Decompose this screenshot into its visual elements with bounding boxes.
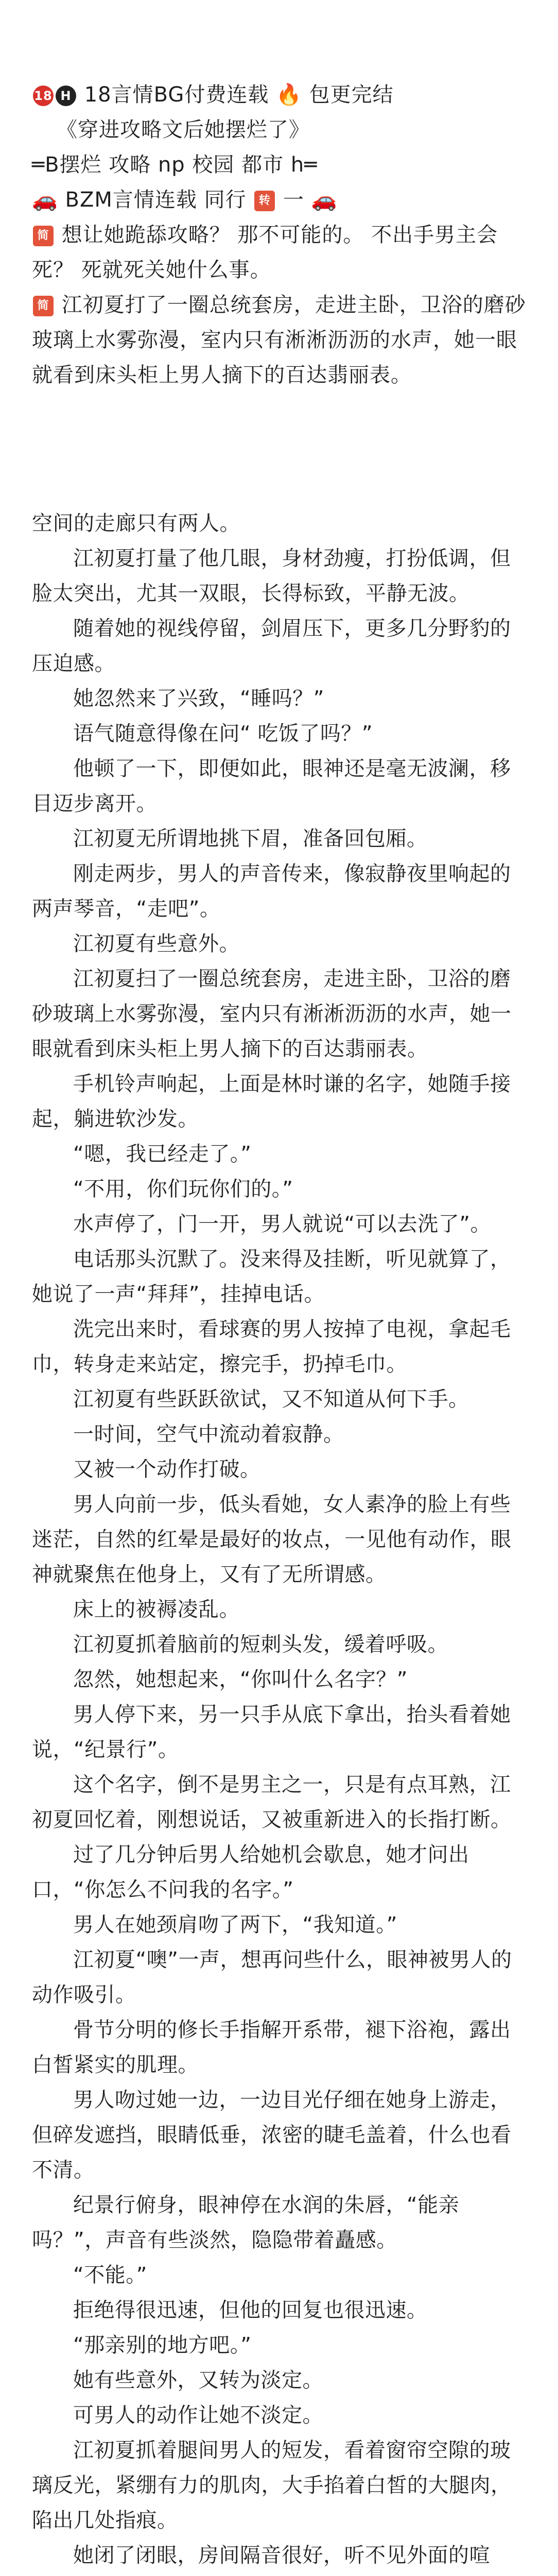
header-title-text: 18言情BG付费连载 — [84, 83, 269, 107]
story-paragraph: 一时间，空气中流动着寂静。 — [73, 1422, 344, 1446]
story-paragraph: 江初夏有些跃跃欲试，又不知道从何下手。 — [73, 1387, 469, 1411]
story-paragraph: “不用，你们玩你们的。” — [73, 1177, 293, 1201]
header-brand-text: BZM言情连载 同行 — [65, 188, 247, 212]
story-paragraph: 江初夏“噢”一声，想再问些什么，眼神被男人的动作吸引。 — [32, 1948, 512, 2007]
story-paragraph: 江初夏抓着腿间男人的短发，看着窗帘空隙的玻璃反光，紧绷有力的肌肉，大手掐着白皙的大腿肉，陷出几处指痕。 — [32, 2438, 512, 2532]
intro-icon-2: 简 — [33, 296, 54, 316]
story-paragraph: 他顿了一下，即便如此，眼神还是毫无波澜，移目迈步离开。 — [32, 757, 511, 816]
story-body — [32, 506, 527, 2576]
header-intro-1-text: 想让她跪舔攻略？ 那不可能的。 不出手男主会死？ 死就死关她什么事。 — [32, 223, 498, 282]
story-paragraph: 空间的走廊只有两人。 — [32, 512, 240, 535]
story-paragraph: 刚走两步，男人的声音传来，像寂静夜里响起的两声琴音，“走吧”。 — [32, 862, 511, 921]
story-paragraph: 江初夏打量了他几眼，身材劲瘦，打扮低调，但脸太突出，尤其一双眼，长得标致，平静无波。 — [32, 547, 511, 605]
story-paragraph: 男人停下来，另一只手从底下拿出，抬头看着她说，“纪景行”。 — [32, 1703, 511, 1761]
header-brand-end: 一 — [283, 188, 305, 212]
story-paragraph: “那亲别的地方吧。” — [73, 2333, 252, 2357]
square-icon: 转 — [254, 191, 275, 211]
story-paragraph: 电话那头沉默了。没来得及挂断，听见就算了，她说了一声“拜拜”，挂掉电话。 — [32, 1247, 511, 1306]
story-paragraph: 江初夏无所谓地挑下眉，准备回包厢。 — [73, 827, 428, 851]
story-paragraph: 骨节分明的修长手指解开系带，褪下浴袍，露出白皙紧实的肌理。 — [32, 2018, 511, 2077]
story-paragraph: 随着她的视线停留，剑眉压下，更多几分野豹的压迫感。 — [32, 617, 511, 675]
header-suffix-text: 包更完结 — [309, 83, 394, 107]
story-paragraph: 她闭了闭眼，房间隔音很好，听不见外面的喧 — [73, 2544, 490, 2567]
story-paragraph: 江初夏扫了一圈总统套房，走进主卧，卫浴的磨砂玻璃上水雾弥漫，室内只有淅淅沥沥的水声，她一眼就看到床头柜上男人摘下的百达翡丽表。 — [32, 967, 512, 1061]
header-intro-2-text: 江初夏打了一圈总统套房，走进主卧，卫浴的磨砂玻璃上水雾弥漫，室内只有淅淅沥沥的水声，她一眼就看到床头柜上男人摘下的百达翡丽表。 — [32, 293, 526, 387]
story-paragraph: 水声停了，门一开，男人就说“可以去洗了”。 — [73, 1212, 491, 1236]
story-paragraph: 江初夏抓着脑前的短刺头发，缓着呼吸。 — [73, 1633, 448, 1656]
story-paragraph: 男人吻过她一边，一边目光仔细在她身上游走，但碎发遮挡，眼睛低垂，浓密的睫毛盖着，什么也看不清。 — [32, 2088, 512, 2182]
fire-icon: 🔥 — [276, 83, 302, 107]
story-paragraph: 男人在她颈肩吻了两下，“我知道。” — [73, 1913, 397, 1937]
story-paragraph: 纪景行俯身，眼神停在水润的朱唇，“能亲吗？”，声音有些淡然，隐隐带着矗感。 — [32, 2193, 460, 2252]
promo-header — [32, 77, 527, 393]
header-intro-2 — [32, 287, 527, 393]
story-paragraph: 她忽然来了兴致，“睡吗？” — [73, 687, 324, 710]
story-paragraph: 忽然，她想起来，“你叫什么名字？” — [73, 1668, 408, 1691]
car-icon-right: 🚗 — [311, 188, 338, 212]
story-paragraph: 又被一个动作打破。 — [73, 1458, 261, 1481]
section-spacer — [32, 393, 527, 506]
story-paragraph: 过了几分钟后男人给她机会歇息，她才问出口，“你怎么不问我的名字。” — [32, 1843, 469, 1902]
badge-icon: H — [56, 86, 76, 106]
story-paragraph: 手机铃声响起，上面是林时谦的名字，她随手接起，躺进软沙发。 — [32, 1072, 511, 1131]
header-tags: ═B摆烂 攻略 np 校园 都市 h═ — [32, 153, 318, 177]
story-paragraph: 男人向前一步，低头看她，女人素净的脸上有些迷茫，自然的红晕是最好的妆点，一见他有动作，眼神就聚焦在他身上，又有了无所谓感。 — [32, 1493, 512, 1586]
story-paragraph: “嗯，我已经走了。” — [73, 1142, 252, 1166]
story-paragraph: 她有些意外，又转为淡定。 — [73, 2368, 323, 2392]
story-paragraph: “不能。” — [73, 2263, 147, 2287]
story-paragraph: 可男人的动作让她不淡定。 — [73, 2403, 323, 2427]
header-brand-line — [32, 182, 527, 217]
header-book-title: 《穿进攻略文后她摆烂了》 — [57, 118, 310, 142]
story-paragraph: 床上的被褥凌乱。 — [73, 1598, 240, 1621]
car-icon: 🚗 — [32, 188, 58, 212]
story-paragraph: 拒绝得很迅速，但他的回复也很迅速。 — [73, 2298, 428, 2322]
story-paragraph: 江初夏有些意外。 — [73, 932, 240, 956]
header-line-title — [32, 77, 527, 112]
intro-icon: 简 — [33, 226, 54, 246]
story-paragraph: 洗完出来时，看球赛的男人按掉了电视，拿起毛巾，转身走来站定，擦完手，扔掉毛巾。 — [32, 1317, 511, 1376]
story-paragraph: 这个名字，倒不是男主之一，只是有点耳熟，江初夏回忆着，刚想说话，又被重新进入的长指打断。 — [32, 1773, 512, 1832]
story-paragraph: 语气随意得像在问“ 吃饭了吗？” — [73, 722, 373, 745]
age-rating-icon: 18 — [33, 86, 54, 106]
header-intro-1 — [32, 217, 527, 287]
